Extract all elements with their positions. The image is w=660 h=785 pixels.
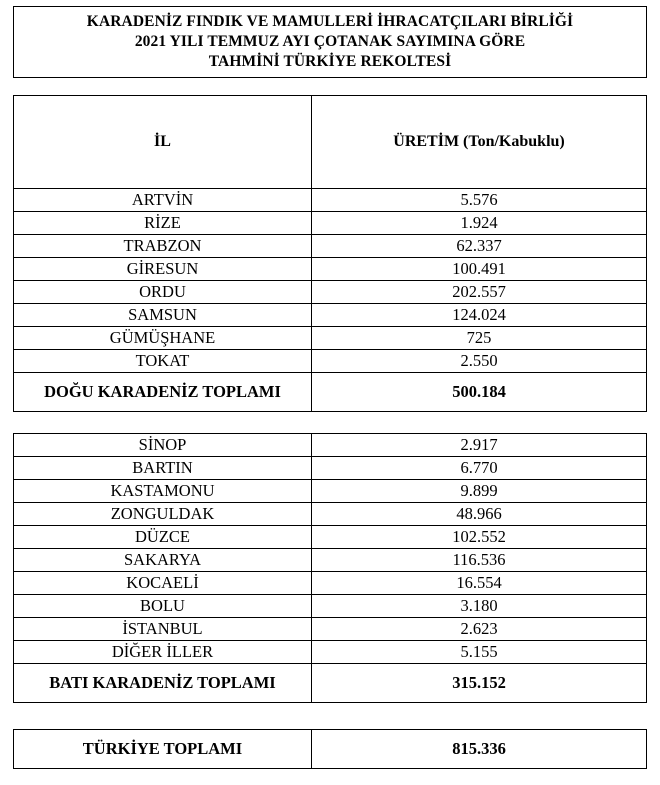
table-row bbox=[14, 549, 647, 572]
table-row bbox=[14, 572, 647, 595]
province-name: İSTANBUL bbox=[14, 618, 312, 641]
province-name: KOCAELİ bbox=[14, 572, 312, 595]
east-total-value: 500.184 bbox=[312, 373, 647, 412]
table-row bbox=[14, 595, 647, 618]
title-box bbox=[13, 6, 647, 78]
province-name: GÜMÜŞHANE bbox=[14, 327, 312, 350]
turkey-table bbox=[13, 729, 647, 769]
province-name: TOKAT bbox=[14, 350, 312, 373]
east-total-label: DOĞU KARADENİZ TOPLAMI bbox=[14, 373, 312, 412]
province-name: SAKARYA bbox=[14, 549, 312, 572]
production-value: 725 bbox=[312, 327, 647, 350]
production-value: 102.552 bbox=[312, 526, 647, 549]
turkey-total-row bbox=[14, 730, 647, 769]
production-value: 62.337 bbox=[312, 235, 647, 258]
table-row bbox=[14, 350, 647, 373]
production-value: 2.917 bbox=[312, 434, 647, 457]
table-row bbox=[14, 503, 647, 526]
west-total-row bbox=[14, 664, 647, 703]
title-line-1: KARADENİZ FINDIK VE MAMULLERİ İHRACATÇILARI BİRLİĞİ bbox=[86, 13, 574, 30]
province-name: SAMSUN bbox=[14, 304, 312, 327]
production-value: 2.623 bbox=[312, 618, 647, 641]
production-value: 6.770 bbox=[312, 457, 647, 480]
east-total-row bbox=[14, 373, 647, 412]
province-name: ARTVİN bbox=[14, 189, 312, 212]
table-row bbox=[14, 304, 647, 327]
production-value: 100.491 bbox=[312, 258, 647, 281]
table-row bbox=[14, 258, 647, 281]
title-line-3: TAHMİNİ TÜRKİYE REKOLTESİ bbox=[208, 53, 452, 70]
province-name: KASTAMONU bbox=[14, 480, 312, 503]
table-row bbox=[14, 457, 647, 480]
province-name: BOLU bbox=[14, 595, 312, 618]
production-value: 3.180 bbox=[312, 595, 647, 618]
production-value: 5.576 bbox=[312, 189, 647, 212]
production-value: 16.554 bbox=[312, 572, 647, 595]
province-name: DÜZCE bbox=[14, 526, 312, 549]
table-row bbox=[14, 281, 647, 304]
province-name: SİNOP bbox=[14, 434, 312, 457]
province-name: GİRESUN bbox=[14, 258, 312, 281]
province-name: TRABZON bbox=[14, 235, 312, 258]
province-name: RİZE bbox=[14, 212, 312, 235]
east-table bbox=[13, 95, 647, 412]
header-row bbox=[14, 96, 647, 189]
west-table bbox=[13, 433, 647, 703]
west-total-label: BATI KARADENİZ TOPLAMI bbox=[14, 664, 312, 703]
province-name: ORDU bbox=[14, 281, 312, 304]
production-value: 48.966 bbox=[312, 503, 647, 526]
table-row bbox=[14, 235, 647, 258]
west-total-value: 315.152 bbox=[312, 664, 647, 703]
production-value: 1.924 bbox=[312, 212, 647, 235]
table-row bbox=[14, 212, 647, 235]
table-row bbox=[14, 327, 647, 350]
title-line-2: 2021 YILI TEMMUZ AYI ÇOTANAK SAYIMINA GÖRE bbox=[134, 33, 526, 50]
province-name: BARTIN bbox=[14, 457, 312, 480]
table-row bbox=[14, 618, 647, 641]
production-value: 5.155 bbox=[312, 641, 647, 664]
province-name: DİĞER İLLER bbox=[14, 641, 312, 664]
province-name: ZONGULDAK bbox=[14, 503, 312, 526]
production-value: 202.557 bbox=[312, 281, 647, 304]
production-value: 2.550 bbox=[312, 350, 647, 373]
province-header: İL bbox=[14, 96, 312, 189]
table-row bbox=[14, 480, 647, 503]
table-row bbox=[14, 189, 647, 212]
production-value: 9.899 bbox=[312, 480, 647, 503]
table-row bbox=[14, 641, 647, 664]
production-header: ÜRETİM (Ton/Kabuklu) bbox=[312, 96, 647, 189]
turkey-total-value: 815.336 bbox=[312, 730, 647, 769]
table-row bbox=[14, 434, 647, 457]
production-value: 124.024 bbox=[312, 304, 647, 327]
table-row bbox=[14, 526, 647, 549]
production-value: 116.536 bbox=[312, 549, 647, 572]
turkey-total-label: TÜRKİYE TOPLAMI bbox=[14, 730, 312, 769]
